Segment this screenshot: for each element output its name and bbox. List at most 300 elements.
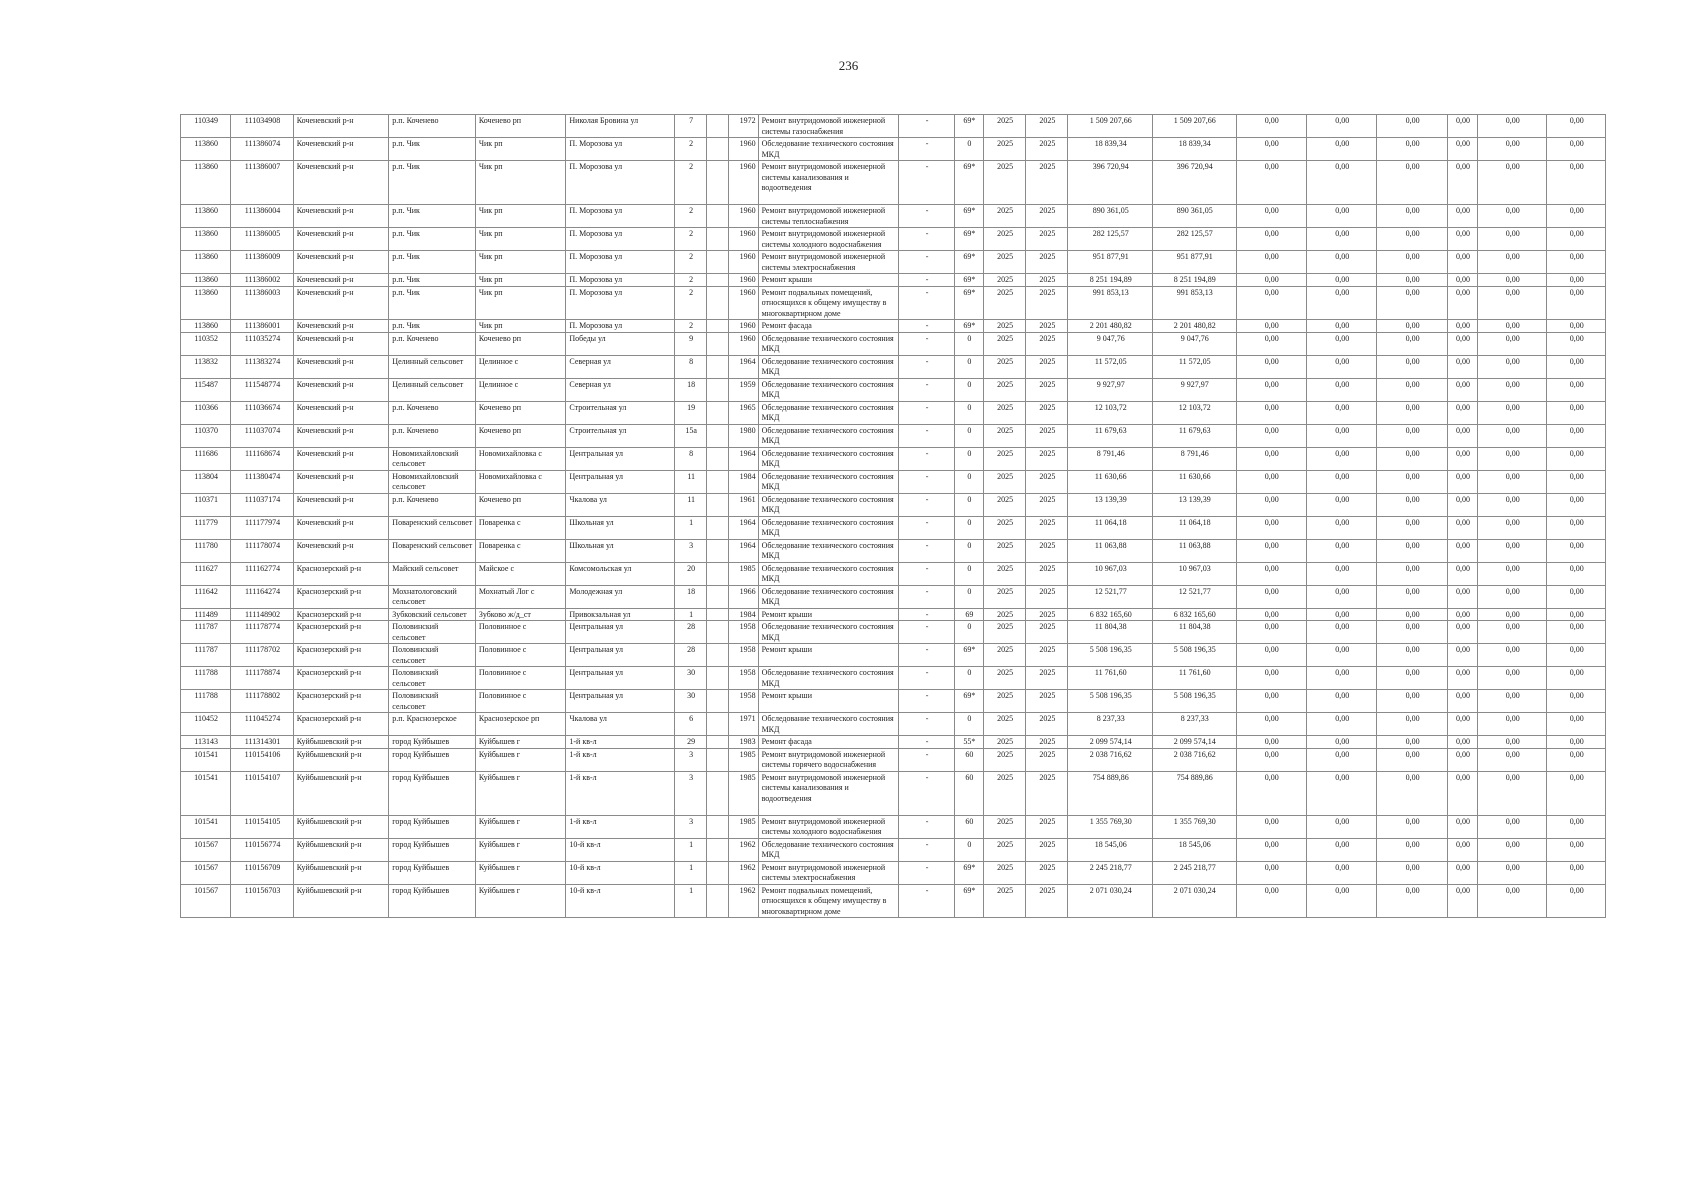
plan-year-end-cell: 2025 xyxy=(1026,470,1068,493)
other-funds-cell: 0,00 xyxy=(1478,205,1547,228)
status-cell: - xyxy=(899,115,954,138)
district-cell: Коченевский р-н xyxy=(293,205,389,228)
building-cell xyxy=(707,228,729,251)
local-funds-cell: 0,00 xyxy=(1377,447,1447,470)
table-row xyxy=(181,493,1606,516)
plan-year-end-cell: 2025 xyxy=(1026,667,1068,690)
wear-percent-cell: 0 xyxy=(954,562,983,585)
plan-year-end-cell: 2025 xyxy=(1026,274,1068,287)
settlement-cell: Коченево рп xyxy=(475,424,566,447)
street-cell: 10-й кв-л xyxy=(566,884,675,918)
settlement-cell: Куйбышев г xyxy=(475,815,566,838)
municipality-cell: Поваренский сельсовет xyxy=(389,539,476,562)
fund-cost-cell: 11 063,88 xyxy=(1153,539,1237,562)
federal-funds-cell: 0,00 xyxy=(1236,516,1306,539)
status-cell: - xyxy=(899,690,954,713)
plan-year-start-cell: 2025 xyxy=(983,251,1025,274)
regional-funds-cell: 0,00 xyxy=(1306,713,1376,736)
other-funds-cell: 0,00 xyxy=(1478,355,1547,378)
wear-percent-cell: 0 xyxy=(954,838,983,861)
wear-percent-cell: 0 xyxy=(954,424,983,447)
street-cell: Николая Бровина ул xyxy=(566,115,675,138)
owner-funds-cell: 0,00 xyxy=(1447,205,1477,228)
owner-funds-cell: 0,00 xyxy=(1447,378,1477,401)
table-row xyxy=(181,690,1606,713)
local-funds-cell: 0,00 xyxy=(1377,493,1447,516)
wear-percent-cell: 0 xyxy=(954,516,983,539)
local-funds-cell: 0,00 xyxy=(1377,320,1447,333)
object-id-cell: 113804 xyxy=(181,470,231,493)
street-cell: Центральная ул xyxy=(566,667,675,690)
street-cell: Центральная ул xyxy=(566,447,675,470)
build-year-cell: 1964 xyxy=(729,447,758,470)
regional-funds-cell: 0,00 xyxy=(1306,332,1376,355)
plan-year-start-cell: 2025 xyxy=(983,815,1025,838)
other-funds-cell: 0,00 xyxy=(1478,161,1547,205)
work-type-cell: Обследование технического состояния МКД xyxy=(758,332,899,355)
building-cell xyxy=(707,539,729,562)
federal-funds-cell: 0,00 xyxy=(1236,401,1306,424)
fund-cost-cell: 282 125,57 xyxy=(1153,228,1237,251)
table-row xyxy=(181,447,1606,470)
plan-year-end-cell: 2025 xyxy=(1026,713,1068,736)
owner-funds-cell: 0,00 xyxy=(1447,748,1477,771)
settlement-cell: Куйбышев г xyxy=(475,771,566,815)
reserve-cell: 0,00 xyxy=(1547,205,1606,228)
build-year-cell: 1985 xyxy=(729,771,758,815)
regional-funds-cell: 0,00 xyxy=(1306,644,1376,667)
owner-funds-cell: 0,00 xyxy=(1447,815,1477,838)
status-cell: - xyxy=(899,205,954,228)
object-id-cell: 113860 xyxy=(181,161,231,205)
reserve-cell: 0,00 xyxy=(1547,690,1606,713)
other-funds-cell: 0,00 xyxy=(1478,815,1547,838)
work-id-cell: 111386005 xyxy=(231,228,293,251)
reserve-cell: 0,00 xyxy=(1547,644,1606,667)
local-funds-cell: 0,00 xyxy=(1377,690,1447,713)
build-year-cell: 1960 xyxy=(729,274,758,287)
wear-percent-cell: 69 xyxy=(954,608,983,621)
work-type-cell: Обследование технического состояния МКД xyxy=(758,378,899,401)
building-cell xyxy=(707,286,729,320)
regional-funds-cell: 0,00 xyxy=(1306,838,1376,861)
local-funds-cell: 0,00 xyxy=(1377,115,1447,138)
wear-percent-cell: 0 xyxy=(954,447,983,470)
local-funds-cell: 0,00 xyxy=(1377,771,1447,815)
plan-year-start-cell: 2025 xyxy=(983,401,1025,424)
house-number-cell: 30 xyxy=(675,690,707,713)
regional-funds-cell: 0,00 xyxy=(1306,286,1376,320)
table-row xyxy=(181,228,1606,251)
work-id-cell: 110154106 xyxy=(231,748,293,771)
total-cost-cell: 282 125,57 xyxy=(1068,228,1153,251)
owner-funds-cell: 0,00 xyxy=(1447,884,1477,918)
total-cost-cell: 396 720,94 xyxy=(1068,161,1153,205)
other-funds-cell: 0,00 xyxy=(1478,447,1547,470)
municipality-cell: р.п. Краснозерское xyxy=(389,713,476,736)
regional-funds-cell: 0,00 xyxy=(1306,771,1376,815)
federal-funds-cell: 0,00 xyxy=(1236,286,1306,320)
wear-percent-cell: 69* xyxy=(954,861,983,884)
house-number-cell: 11 xyxy=(675,493,707,516)
house-number-cell: 15а xyxy=(675,424,707,447)
other-funds-cell: 0,00 xyxy=(1478,713,1547,736)
regional-funds-cell: 0,00 xyxy=(1306,562,1376,585)
building-cell xyxy=(707,332,729,355)
plan-year-start-cell: 2025 xyxy=(983,690,1025,713)
federal-funds-cell: 0,00 xyxy=(1236,884,1306,918)
wear-percent-cell: 60 xyxy=(954,748,983,771)
work-id-cell: 111548774 xyxy=(231,378,293,401)
fund-cost-cell: 2 099 574,14 xyxy=(1153,736,1237,749)
plan-year-end-cell: 2025 xyxy=(1026,608,1068,621)
total-cost-cell: 12 103,72 xyxy=(1068,401,1153,424)
total-cost-cell: 951 877,91 xyxy=(1068,251,1153,274)
federal-funds-cell: 0,00 xyxy=(1236,644,1306,667)
reserve-cell: 0,00 xyxy=(1547,539,1606,562)
work-id-cell: 110154107 xyxy=(231,771,293,815)
plan-year-end-cell: 2025 xyxy=(1026,771,1068,815)
work-type-cell: Обследование технического состояния МКД xyxy=(758,585,899,608)
plan-year-end-cell: 2025 xyxy=(1026,320,1068,333)
other-funds-cell: 0,00 xyxy=(1478,115,1547,138)
fund-cost-cell: 10 967,03 xyxy=(1153,562,1237,585)
house-number-cell: 1 xyxy=(675,884,707,918)
reserve-cell: 0,00 xyxy=(1547,667,1606,690)
work-id-cell: 111037074 xyxy=(231,424,293,447)
municipality-cell: р.п. Чик xyxy=(389,161,476,205)
wear-percent-cell: 0 xyxy=(954,138,983,161)
status-cell: - xyxy=(899,161,954,205)
wear-percent-cell: 55* xyxy=(954,736,983,749)
plan-year-start-cell: 2025 xyxy=(983,274,1025,287)
local-funds-cell: 0,00 xyxy=(1377,748,1447,771)
reserve-cell: 0,00 xyxy=(1547,401,1606,424)
building-cell xyxy=(707,205,729,228)
local-funds-cell: 0,00 xyxy=(1377,539,1447,562)
district-cell: Коченевский р-н xyxy=(293,115,389,138)
work-id-cell: 110156774 xyxy=(231,838,293,861)
build-year-cell: 1985 xyxy=(729,748,758,771)
status-cell: - xyxy=(899,332,954,355)
object-id-cell: 101541 xyxy=(181,748,231,771)
reserve-cell: 0,00 xyxy=(1547,138,1606,161)
local-funds-cell: 0,00 xyxy=(1377,286,1447,320)
district-cell: Коченевский р-н xyxy=(293,516,389,539)
building-cell xyxy=(707,161,729,205)
building-cell xyxy=(707,251,729,274)
plan-year-start-cell: 2025 xyxy=(983,447,1025,470)
object-id-cell: 110370 xyxy=(181,424,231,447)
owner-funds-cell: 0,00 xyxy=(1447,274,1477,287)
plan-year-start-cell: 2025 xyxy=(983,585,1025,608)
object-id-cell: 111780 xyxy=(181,539,231,562)
plan-year-start-cell: 2025 xyxy=(983,115,1025,138)
federal-funds-cell: 0,00 xyxy=(1236,138,1306,161)
status-cell: - xyxy=(899,621,954,644)
municipality-cell: р.п. Коченево xyxy=(389,115,476,138)
table-row xyxy=(181,771,1606,815)
street-cell: 1-й кв-л xyxy=(566,771,675,815)
settlement-cell: Чик рп xyxy=(475,286,566,320)
table-row xyxy=(181,644,1606,667)
regional-funds-cell: 0,00 xyxy=(1306,667,1376,690)
build-year-cell: 1964 xyxy=(729,355,758,378)
municipality-cell: р.п. Коченево xyxy=(389,332,476,355)
reserve-cell: 0,00 xyxy=(1547,713,1606,736)
table-row xyxy=(181,320,1606,333)
work-id-cell: 111386004 xyxy=(231,205,293,228)
fund-cost-cell: 396 720,94 xyxy=(1153,161,1237,205)
fund-cost-cell: 754 889,86 xyxy=(1153,771,1237,815)
other-funds-cell: 0,00 xyxy=(1478,251,1547,274)
owner-funds-cell: 0,00 xyxy=(1447,690,1477,713)
house-number-cell: 18 xyxy=(675,585,707,608)
work-id-cell: 111178702 xyxy=(231,644,293,667)
street-cell: Строительная ул xyxy=(566,424,675,447)
district-cell: Краснозерский р-н xyxy=(293,585,389,608)
regional-funds-cell: 0,00 xyxy=(1306,861,1376,884)
work-type-cell: Обследование технического состояния МКД xyxy=(758,447,899,470)
fund-cost-cell: 11 761,60 xyxy=(1153,667,1237,690)
house-number-cell: 2 xyxy=(675,274,707,287)
plan-year-start-cell: 2025 xyxy=(983,493,1025,516)
work-type-cell: Ремонт внутридомовой инженерной системы электроснабжения xyxy=(758,861,899,884)
owner-funds-cell: 0,00 xyxy=(1447,621,1477,644)
house-number-cell: 3 xyxy=(675,748,707,771)
municipality-cell: р.п. Коченево xyxy=(389,424,476,447)
wear-percent-cell: 0 xyxy=(954,667,983,690)
federal-funds-cell: 0,00 xyxy=(1236,771,1306,815)
status-cell: - xyxy=(899,585,954,608)
federal-funds-cell: 0,00 xyxy=(1236,690,1306,713)
street-cell: 1-й кв-л xyxy=(566,748,675,771)
house-number-cell: 3 xyxy=(675,815,707,838)
house-number-cell: 2 xyxy=(675,320,707,333)
municipality-cell: город Куйбышев xyxy=(389,861,476,884)
regional-funds-cell: 0,00 xyxy=(1306,690,1376,713)
regional-funds-cell: 0,00 xyxy=(1306,355,1376,378)
owner-funds-cell: 0,00 xyxy=(1447,736,1477,749)
object-id-cell: 113860 xyxy=(181,320,231,333)
owner-funds-cell: 0,00 xyxy=(1447,644,1477,667)
wear-percent-cell: 0 xyxy=(954,621,983,644)
build-year-cell: 1964 xyxy=(729,539,758,562)
capital-repair-table xyxy=(180,114,1606,918)
work-type-cell: Ремонт фасада xyxy=(758,736,899,749)
building-cell xyxy=(707,320,729,333)
house-number-cell: 2 xyxy=(675,205,707,228)
object-id-cell: 110349 xyxy=(181,115,231,138)
work-type-cell: Ремонт внутридомовой инженерной системы канализования и водоотведения xyxy=(758,161,899,205)
other-funds-cell: 0,00 xyxy=(1478,690,1547,713)
plan-year-end-cell: 2025 xyxy=(1026,562,1068,585)
regional-funds-cell: 0,00 xyxy=(1306,815,1376,838)
wear-percent-cell: 0 xyxy=(954,470,983,493)
reserve-cell: 0,00 xyxy=(1547,274,1606,287)
reserve-cell: 0,00 xyxy=(1547,838,1606,861)
reserve-cell: 0,00 xyxy=(1547,251,1606,274)
plan-year-start-cell: 2025 xyxy=(983,332,1025,355)
wear-percent-cell: 0 xyxy=(954,401,983,424)
municipality-cell: Целинный сельсовет xyxy=(389,378,476,401)
street-cell: Центральная ул xyxy=(566,470,675,493)
plan-year-end-cell: 2025 xyxy=(1026,424,1068,447)
street-cell: Центральная ул xyxy=(566,621,675,644)
settlement-cell: Коченево рп xyxy=(475,493,566,516)
work-type-cell: Обследование технического состояния МКД xyxy=(758,713,899,736)
plan-year-start-cell: 2025 xyxy=(983,320,1025,333)
object-id-cell: 101541 xyxy=(181,815,231,838)
work-type-cell: Обследование технического состояния МКД xyxy=(758,493,899,516)
work-id-cell: 111177974 xyxy=(231,516,293,539)
fund-cost-cell: 9 927,97 xyxy=(1153,378,1237,401)
regional-funds-cell: 0,00 xyxy=(1306,539,1376,562)
fund-cost-cell: 1 509 207,66 xyxy=(1153,115,1237,138)
local-funds-cell: 0,00 xyxy=(1377,667,1447,690)
owner-funds-cell: 0,00 xyxy=(1447,251,1477,274)
local-funds-cell: 0,00 xyxy=(1377,470,1447,493)
federal-funds-cell: 0,00 xyxy=(1236,228,1306,251)
district-cell: Краснозерский р-н xyxy=(293,562,389,585)
wear-percent-cell: 69* xyxy=(954,251,983,274)
district-cell: Коченевский р-н xyxy=(293,320,389,333)
plan-year-end-cell: 2025 xyxy=(1026,332,1068,355)
table-row xyxy=(181,667,1606,690)
table-body xyxy=(181,115,1606,918)
wear-percent-cell: 0 xyxy=(954,713,983,736)
district-cell: Куйбышевский р-н xyxy=(293,838,389,861)
fund-cost-cell: 2 071 030,24 xyxy=(1153,884,1237,918)
object-id-cell: 113832 xyxy=(181,355,231,378)
work-type-cell: Ремонт внутридомовой инженерной системы холодного водоснабжения xyxy=(758,815,899,838)
other-funds-cell: 0,00 xyxy=(1478,378,1547,401)
reserve-cell: 0,00 xyxy=(1547,516,1606,539)
status-cell: - xyxy=(899,251,954,274)
municipality-cell: р.п. Чик xyxy=(389,274,476,287)
work-id-cell: 111314301 xyxy=(231,736,293,749)
total-cost-cell: 991 853,13 xyxy=(1068,286,1153,320)
district-cell: Коченевский р-н xyxy=(293,447,389,470)
local-funds-cell: 0,00 xyxy=(1377,516,1447,539)
build-year-cell: 1985 xyxy=(729,815,758,838)
settlement-cell: Целинное с xyxy=(475,355,566,378)
plan-year-end-cell: 2025 xyxy=(1026,621,1068,644)
total-cost-cell: 11 572,05 xyxy=(1068,355,1153,378)
municipality-cell: город Куйбышев xyxy=(389,838,476,861)
owner-funds-cell: 0,00 xyxy=(1447,424,1477,447)
regional-funds-cell: 0,00 xyxy=(1306,748,1376,771)
settlement-cell: Зубково ж/д_ст xyxy=(475,608,566,621)
wear-percent-cell: 69* xyxy=(954,286,983,320)
federal-funds-cell: 0,00 xyxy=(1236,667,1306,690)
settlement-cell: Чик рп xyxy=(475,251,566,274)
federal-funds-cell: 0,00 xyxy=(1236,470,1306,493)
total-cost-cell: 2 201 480,82 xyxy=(1068,320,1153,333)
plan-year-end-cell: 2025 xyxy=(1026,516,1068,539)
table-row xyxy=(181,286,1606,320)
federal-funds-cell: 0,00 xyxy=(1236,713,1306,736)
regional-funds-cell: 0,00 xyxy=(1306,608,1376,621)
work-type-cell: Ремонт внутридомовой инженерной системы теплоснабжения xyxy=(758,205,899,228)
local-funds-cell: 0,00 xyxy=(1377,274,1447,287)
owner-funds-cell: 0,00 xyxy=(1447,713,1477,736)
reserve-cell: 0,00 xyxy=(1547,332,1606,355)
object-id-cell: 111787 xyxy=(181,644,231,667)
house-number-cell: 2 xyxy=(675,286,707,320)
building-cell xyxy=(707,355,729,378)
object-id-cell: 115487 xyxy=(181,378,231,401)
house-number-cell: 3 xyxy=(675,539,707,562)
wear-percent-cell: 69* xyxy=(954,644,983,667)
total-cost-cell: 11 804,38 xyxy=(1068,621,1153,644)
building-cell xyxy=(707,861,729,884)
building-cell xyxy=(707,771,729,815)
wear-percent-cell: 69* xyxy=(954,320,983,333)
other-funds-cell: 0,00 xyxy=(1478,332,1547,355)
work-type-cell: Обследование технического состояния МКД xyxy=(758,562,899,585)
municipality-cell: Половинский сельсовет xyxy=(389,690,476,713)
fund-cost-cell: 991 853,13 xyxy=(1153,286,1237,320)
house-number-cell: 8 xyxy=(675,447,707,470)
federal-funds-cell: 0,00 xyxy=(1236,539,1306,562)
regional-funds-cell: 0,00 xyxy=(1306,585,1376,608)
building-cell xyxy=(707,608,729,621)
house-number-cell: 2 xyxy=(675,251,707,274)
street-cell: 10-й кв-л xyxy=(566,838,675,861)
house-number-cell: 2 xyxy=(675,228,707,251)
fund-cost-cell: 11 630,66 xyxy=(1153,470,1237,493)
plan-year-start-cell: 2025 xyxy=(983,748,1025,771)
street-cell: Молодежная ул xyxy=(566,585,675,608)
municipality-cell: город Куйбышев xyxy=(389,884,476,918)
settlement-cell: Чик рп xyxy=(475,228,566,251)
fund-cost-cell: 8 237,33 xyxy=(1153,713,1237,736)
work-type-cell: Ремонт внутридомовой инженерной системы горячего водоснабжения xyxy=(758,748,899,771)
object-id-cell: 111788 xyxy=(181,690,231,713)
owner-funds-cell: 0,00 xyxy=(1447,320,1477,333)
building-cell xyxy=(707,424,729,447)
settlement-cell: Половинное с xyxy=(475,621,566,644)
work-id-cell: 110156703 xyxy=(231,884,293,918)
build-year-cell: 1962 xyxy=(729,861,758,884)
house-number-cell: 28 xyxy=(675,621,707,644)
house-number-cell: 9 xyxy=(675,332,707,355)
plan-year-start-cell: 2025 xyxy=(983,884,1025,918)
municipality-cell: Половинский сельсовет xyxy=(389,667,476,690)
reserve-cell: 0,00 xyxy=(1547,470,1606,493)
other-funds-cell: 0,00 xyxy=(1478,608,1547,621)
table-row xyxy=(181,884,1606,918)
object-id-cell: 110366 xyxy=(181,401,231,424)
other-funds-cell: 0,00 xyxy=(1478,884,1547,918)
build-year-cell: 1958 xyxy=(729,667,758,690)
fund-cost-cell: 9 047,76 xyxy=(1153,332,1237,355)
build-year-cell: 1984 xyxy=(729,470,758,493)
total-cost-cell: 1 509 207,66 xyxy=(1068,115,1153,138)
work-type-cell: Обследование технического состояния МКД xyxy=(758,355,899,378)
building-cell xyxy=(707,378,729,401)
work-type-cell: Обследование технического состояния МКД xyxy=(758,621,899,644)
build-year-cell: 1980 xyxy=(729,424,758,447)
owner-funds-cell: 0,00 xyxy=(1447,585,1477,608)
federal-funds-cell: 0,00 xyxy=(1236,355,1306,378)
work-type-cell: Обследование технического состояния МКД xyxy=(758,424,899,447)
local-funds-cell: 0,00 xyxy=(1377,736,1447,749)
work-type-cell: Ремонт внутридомовой инженерной системы канализования и водоотведения xyxy=(758,771,899,815)
plan-year-start-cell: 2025 xyxy=(983,424,1025,447)
federal-funds-cell: 0,00 xyxy=(1236,332,1306,355)
